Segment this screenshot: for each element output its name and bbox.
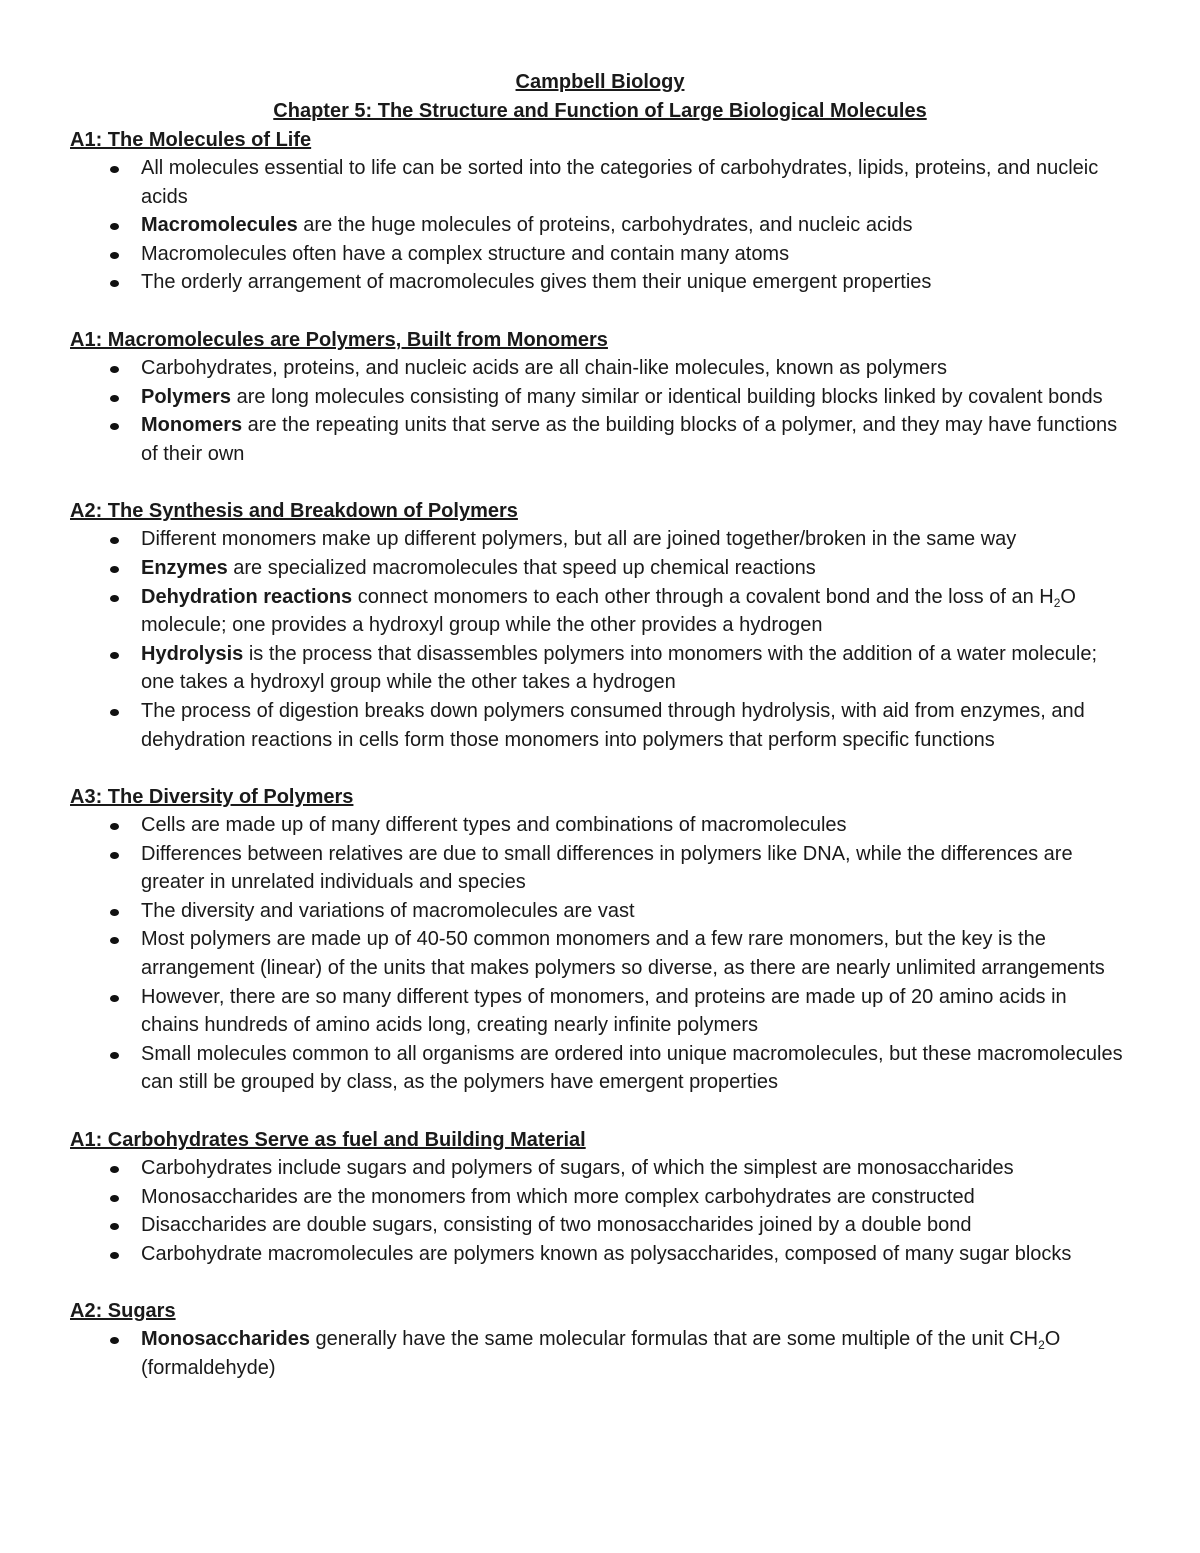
- text-run: Carbohydrate macromolecules are polymers known as polysaccharides, composed of many sugar blocks: [141, 1242, 1072, 1265]
- bullet-icon: [110, 1195, 119, 1202]
- list-item: [70, 925, 1130, 982]
- bullet-list: [70, 1154, 1130, 1268]
- text-run: are the repeating units that serve as the building blocks of a polymer, and they may have functions of their own: [141, 414, 1118, 465]
- list-item: [70, 268, 1130, 297]
- bullet-icon: [110, 566, 119, 573]
- text-run: Disaccharides are double sugars, consisting of two monosaccharides joined by a double bond: [141, 1214, 972, 1237]
- list-item: [70, 1211, 1130, 1240]
- bullet-icon: [110, 937, 119, 944]
- section-heading: A3: The Diversity of Polymers: [70, 786, 354, 809]
- section: [70, 783, 1130, 1097]
- bold-term: Macromolecules: [141, 214, 298, 237]
- bullet-icon: [110, 1337, 119, 1344]
- bullet-icon: [110, 709, 119, 716]
- text-run: Different monomers make up different polymers, but all are joined together/broken in the same way: [141, 528, 1017, 551]
- text-run: Macromolecules often have a complex structure and contain many atoms: [141, 242, 790, 265]
- list-item: [70, 554, 1130, 583]
- bold-term: Enzymes: [141, 556, 228, 579]
- list-item: [70, 154, 1130, 211]
- bullet-list: [70, 1325, 1130, 1382]
- bullet-icon: [110, 423, 119, 430]
- text-run: Monosaccharides are the monomers from which more complex carbohydrates are constructed: [141, 1185, 975, 1208]
- list-item: [70, 1325, 1130, 1382]
- text-run: is the process that disassembles polymers into monomers with the addition of a water molecule; one takes a hydroxyl group while the other takes a hydrogen: [141, 642, 1097, 694]
- text-run: Cells are made up of many different types and combinations of macromolecules: [141, 814, 847, 837]
- text-run: The orderly arrangement of macromolecules gives them their unique emergent properties: [141, 271, 932, 294]
- bullet-list: [70, 811, 1130, 1097]
- list-item: [70, 354, 1130, 383]
- bullet-icon: [110, 1252, 119, 1259]
- section: [70, 126, 1130, 297]
- text-run: are long molecules consisting of many similar or identical building blocks linked by covalent bonds: [231, 385, 1103, 408]
- bullet-list: [70, 154, 1130, 297]
- list-item: [70, 383, 1130, 412]
- bullet-icon: [110, 595, 119, 602]
- list-item: [70, 240, 1130, 269]
- bullet-icon: [110, 537, 119, 544]
- text-run: Small molecules common to all organisms are ordered into unique macromolecules, but these macromolecules can still be grouped by class, as the polymers have emergent properties: [141, 1042, 1123, 1094]
- text-run: generally have the same molecular formulas that are some multiple of the unit CH: [309, 1328, 1039, 1351]
- section: [70, 1297, 1130, 1382]
- list-item: [70, 1240, 1130, 1269]
- section-heading: A2: Sugars: [70, 1300, 176, 1323]
- section: [70, 1126, 1130, 1268]
- list-item: [70, 411, 1130, 468]
- list-item: [70, 1154, 1130, 1183]
- list-item: [70, 583, 1130, 640]
- text-run: Most polymers are made up of 40-50 common monomers and a few rare monomers, but the key is the arrangement (linear) of the units that makes polymers so diverse, as there are nearly unlimited arrangements: [141, 928, 1105, 980]
- bullet-icon: [110, 166, 119, 173]
- bullet-icon: [110, 995, 119, 1002]
- bullet-icon: [110, 1223, 119, 1230]
- list-item: [70, 1183, 1130, 1212]
- section: [70, 326, 1130, 468]
- section-heading: A1: Macromolecules are Polymers, Built from Monomers: [70, 328, 608, 351]
- list-item: [70, 697, 1130, 754]
- bold-term: Dehydration reactions: [141, 585, 353, 608]
- list-item: [70, 840, 1130, 897]
- text-run: The diversity and variations of macromolecules are vast: [141, 899, 635, 922]
- section-heading: A2: The Synthesis and Breakdown of Polymers: [70, 500, 518, 523]
- bullet-icon: [110, 223, 119, 230]
- bold-term: Polymers: [141, 385, 232, 408]
- text-run: O molecule; one provides a hydroxyl group while the other provides a hydrogen: [141, 585, 1076, 637]
- bullet-icon: [110, 1166, 119, 1173]
- bullet-icon: [110, 1052, 119, 1059]
- section: [70, 497, 1130, 754]
- bullet-icon: [110, 823, 119, 830]
- text-run: However, there are so many different types of monomers, and proteins are made up of 20 amino acids in chains hundreds of amino acids long, creating nearly infinite polymers: [141, 985, 1067, 1037]
- list-item: [70, 811, 1130, 840]
- bullet-icon: [110, 909, 119, 916]
- text-run: Carbohydrates, proteins, and nucleic acids are all chain-like molecules, known as polymers: [141, 356, 947, 379]
- notes-body: [70, 126, 1130, 1383]
- document-title: Campbell Biology: [515, 71, 685, 93]
- bullet-icon: [110, 395, 119, 402]
- text-run: All molecules essential to life can be sorted into the categories of carbohydrates, lipids, proteins, and nucleic acids: [141, 157, 1099, 208]
- section-heading: A1: Carbohydrates Serve as fuel and Building Material: [70, 1129, 586, 1152]
- list-item: [70, 983, 1130, 1040]
- text-run: Carbohydrates include sugars and polymers of sugars, of which the simplest are monosaccharides: [141, 1157, 1014, 1180]
- subscript: 2: [1053, 595, 1061, 610]
- list-item: [70, 640, 1130, 697]
- bold-term: Monosaccharides: [141, 1328, 310, 1351]
- text-run: are specialized macromolecules that speed up chemical reactions: [227, 556, 816, 579]
- subscript: 2: [1038, 1338, 1045, 1353]
- list-item: [70, 897, 1130, 926]
- bullet-icon: [110, 366, 119, 373]
- text-run: connect monomers to each other through a covalent bond and the loss of an H: [352, 585, 1054, 608]
- section-heading: A1: The Molecules of Life: [70, 129, 312, 151]
- text-run: O (formaldehyde): [141, 1328, 1061, 1379]
- bullet-list: [70, 525, 1130, 754]
- bullet-icon: [110, 280, 119, 287]
- text-run: Differences between relatives are due to small differences in polymers like DNA, while the differences are greater in unrelated individuals and species: [141, 842, 1073, 894]
- bullet-icon: [110, 252, 119, 259]
- list-item: [70, 1040, 1130, 1097]
- bullet-icon: [110, 652, 119, 659]
- bold-term: Monomers: [141, 414, 243, 437]
- document-subtitle: Chapter 5: The Structure and Function of Large Biological Molecules: [273, 100, 927, 122]
- list-item: [70, 211, 1130, 240]
- bullet-icon: [110, 852, 119, 859]
- list-item: [70, 525, 1130, 554]
- text-run: The process of digestion breaks down polymers consumed through hydrolysis, with aid from enzymes, and dehydration reactions in cells form those monomers into polymers that perform specific functions: [141, 699, 1085, 751]
- bold-term: Hydrolysis: [141, 642, 244, 665]
- text-run: are the huge molecules of proteins, carbohydrates, and nucleic acids: [297, 214, 913, 237]
- bullet-list: [70, 354, 1130, 468]
